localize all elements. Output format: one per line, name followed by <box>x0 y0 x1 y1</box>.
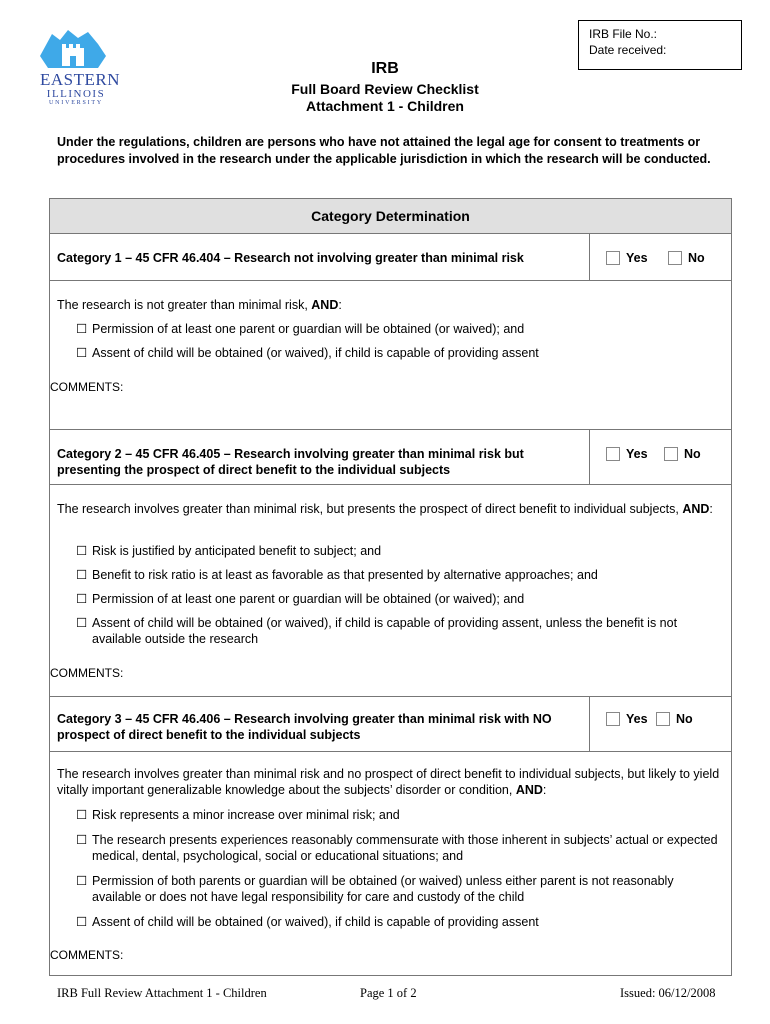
checkbox-icon[interactable]: ☐ <box>76 568 88 582</box>
checkbox-icon[interactable]: ☐ <box>76 874 88 888</box>
table-header: Category Determination <box>50 199 731 234</box>
irb-file-label: IRB File No.: <box>589 27 658 41</box>
category-3-comments: COMMENTS: <box>50 948 124 962</box>
checkbox-icon[interactable]: ☐ <box>76 616 88 630</box>
category-1-lead: The research is not greater than minimal risk, AND: <box>57 298 342 312</box>
category-2-body <box>57 501 727 517</box>
checkbox-icon[interactable]: ☐ <box>76 915 88 929</box>
footer-left: IRB Full Review Attachment 1 - Children <box>57 986 267 1000</box>
logo-line-3: UNIVERSITY <box>49 100 103 106</box>
category-3-title: Category 3 – 45 CFR 46.406 – Research involving greater than minimal risk with NO prospect of direct benefit to the individual subjects <box>57 712 552 742</box>
category-2-no[interactable]: No <box>664 446 701 462</box>
category-1-comments: COMMENTS: <box>50 380 124 394</box>
no-checkbox[interactable] <box>656 712 670 726</box>
category-1-yes[interactable]: Yes <box>606 250 648 266</box>
list-item: ☐ Risk represents a minor increase over minimal risk; and <box>76 808 400 822</box>
yes-checkbox[interactable] <box>606 447 620 461</box>
page-title: IRB <box>371 60 399 77</box>
category-3-lead: The research involves greater than minimal risk and no prospect of direct benefit to individual subjects, but likely to yield vitally important generalizable knowledge about the subjects’ disorder or condition, AND: <box>57 767 720 797</box>
list-item: ☐ Assent of child will be obtained (or waived), if child is capable of providing assent <box>76 915 539 929</box>
category-2-yes[interactable]: Yes <box>606 446 648 462</box>
list-item: ☐ The research presents experiences reasonably commensurate with those inherent in subjects’ actual or expected medical, dental, psychological, social or educational situations; and <box>76 833 718 863</box>
yes-checkbox[interactable] <box>606 712 620 726</box>
checkbox-icon[interactable]: ☐ <box>76 808 88 822</box>
checkbox-icon[interactable]: ☐ <box>76 322 88 336</box>
date-received-label: Date received: <box>589 43 667 57</box>
yes-checkbox[interactable] <box>606 251 620 265</box>
category-1-body <box>57 297 727 313</box>
category-2-comments: COMMENTS: <box>50 666 124 680</box>
page-subtitle: Full Board Review Checklist <box>291 81 479 97</box>
no-checkbox[interactable] <box>668 251 682 265</box>
list-item: ☐ Benefit to risk ratio is at least as favorable as that presented by alternative approaches; and <box>76 568 598 582</box>
category-3-body <box>57 766 727 798</box>
category-3-no[interactable]: No <box>656 711 693 727</box>
logo-line-1: EASTERN <box>40 70 120 89</box>
category-1-no[interactable]: No <box>668 250 705 266</box>
no-checkbox[interactable] <box>664 447 678 461</box>
list-item: ☐ Risk is justified by anticipated benefit to subject; and <box>76 544 382 558</box>
list-item: ☐ Permission of at least one parent or guardian will be obtained (or waived); and <box>76 322 525 336</box>
category-3-yes[interactable]: Yes <box>606 711 648 727</box>
list-item: ☐ Permission of at least one parent or guardian will be obtained (or waived); and <box>76 592 525 606</box>
checkbox-icon[interactable]: ☐ <box>76 346 88 360</box>
category-3-row <box>50 696 731 752</box>
list-item: ☐ Permission of both parents or guardian will be obtained (or waived) unless either parent is not reasonably available or does not have legal responsibility for care and custody of the child <box>76 874 674 904</box>
category-table <box>49 198 732 976</box>
category-2-lead: The research involves greater than minimal risk, but presents the prospect of direct benefit to individual subjects, AND: <box>57 502 713 516</box>
category-1-row <box>50 234 731 281</box>
category-2-title: Category 2 – 45 CFR 46.405 – Research involving greater than minimal risk but presenting the prospect of direct benefit to the individual subjects <box>57 447 524 477</box>
category-1-title: Category 1 – 45 CFR 46.404 – Research not involving greater than minimal risk <box>57 251 524 265</box>
footer-page-number: Page 1 of 2 <box>360 986 417 1000</box>
intro-paragraph: Under the regulations, children are persons who have not attained the legal age for consent to treatments or procedures involved in the research under the applicable jurisdiction in which the research will be conducted. <box>57 135 711 166</box>
list-item: ☐ Assent of child will be obtained (or waived), if child is capable of providing assent <box>76 346 539 360</box>
checkbox-icon[interactable]: ☐ <box>76 592 88 606</box>
footer-issued-date: Issued: 06/12/2008 <box>620 986 716 1000</box>
checkbox-icon[interactable]: ☐ <box>76 544 88 558</box>
checkbox-icon[interactable]: ☐ <box>76 833 88 847</box>
list-item: ☐ Assent of child will be obtained (or waived), if child is capable of providing assent, unless the benefit is not available outside the research <box>76 616 678 646</box>
logo-line-2: ILLINOIS <box>46 88 106 100</box>
category-2-row <box>50 429 731 485</box>
page-attachment-title: Attachment 1 - Children <box>306 98 464 114</box>
